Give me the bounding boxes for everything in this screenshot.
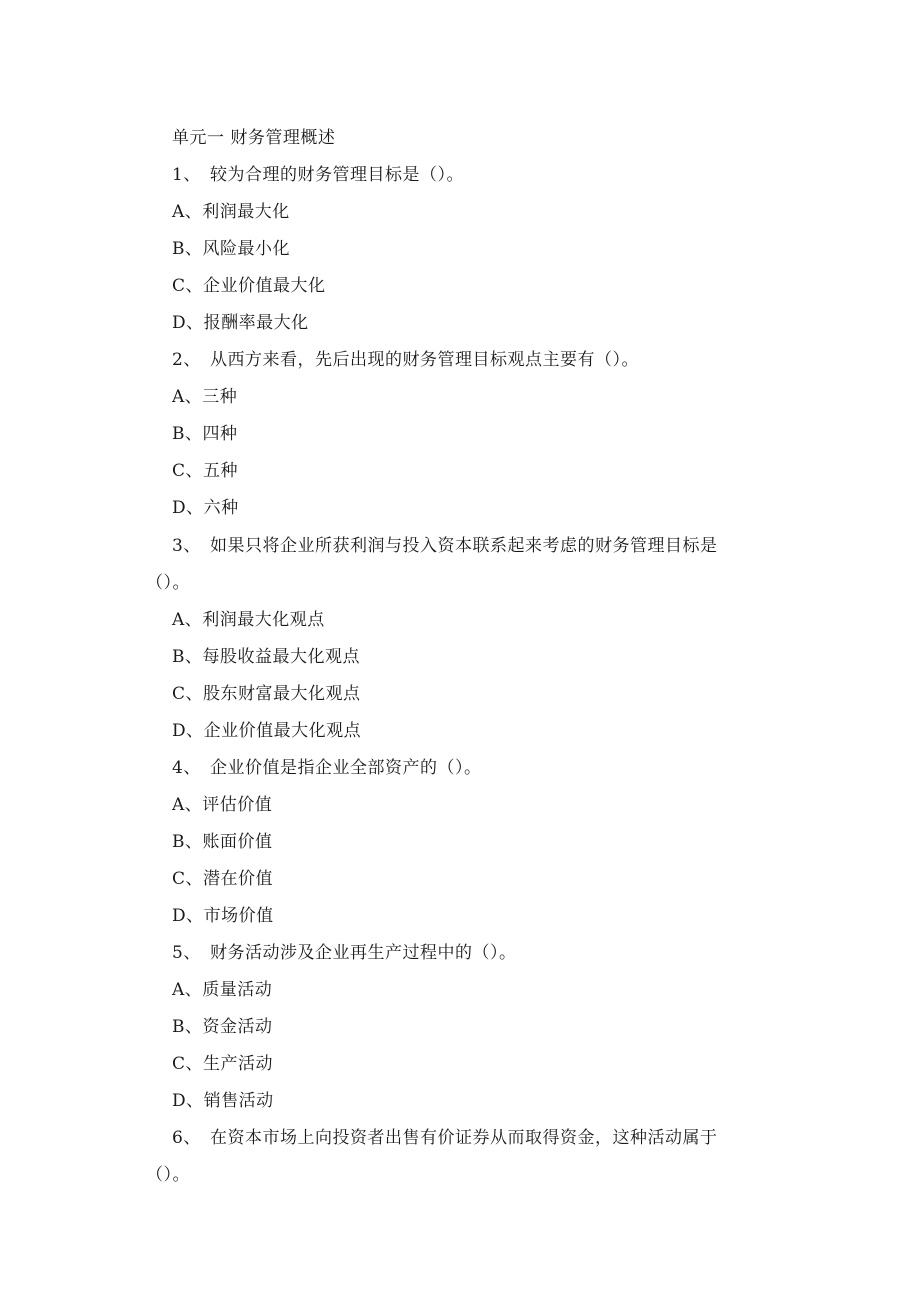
question-number: 5、 [172,943,201,963]
question-1-option-c: C、企业价值最大化 [172,276,326,296]
question-3-stem-continuation: （）。 [146,573,190,593]
question-3-option-b: B、每股收益最大化观点 [172,647,360,667]
question-text: 较为合理的财务管理目标是（）。 [210,165,464,185]
question-3-option-c: C、股东财富最大化观点 [172,684,361,704]
question-2-option-c: C、五种 [172,461,239,481]
question-1-stem [172,164,464,186]
question-text: 从西方来看，先后出现的财务管理目标观点主要有（）。 [210,350,639,370]
question-5-option-c: C、生产活动 [172,1054,274,1074]
question-6-stem-continuation: （）。 [146,1165,190,1185]
question-4-option-a: A、评估价值 [172,795,273,815]
question-1-option-b: B、风险最小化 [172,239,290,259]
question-text: 财务活动涉及企业再生产过程中的（）。 [210,943,517,963]
question-5-option-d: D、销售活动 [172,1091,274,1111]
question-number: 6、 [172,1128,201,1148]
question-2-stem [172,349,639,371]
question-number: 1、 [172,165,201,185]
question-number: 4、 [172,758,201,778]
question-5-stem [172,942,517,964]
question-4-option-c: C、潜在价值 [172,869,274,889]
question-3-option-a: A、利润最大化观点 [172,610,325,630]
question-4-option-b: B、账面价值 [172,832,273,852]
question-2-option-d: D、六种 [172,498,239,518]
question-3-option-d: D、企业价值最大化观点 [172,721,362,741]
question-6-stem [172,1127,718,1149]
question-number: 2、 [172,350,201,370]
question-number: 3、 [172,536,201,556]
question-text: 在资本市场上向投资者出售有价证券从而取得资金，这种活动属于 [210,1128,718,1148]
section-title: 单元一 财务管理概述 [172,128,336,148]
question-text: 企业价值是指企业全部资产的（）。 [210,758,482,778]
question-1-option-d: D、报酬率最大化 [172,313,309,333]
question-4-option-d: D、市场价值 [172,906,274,926]
question-2-option-a: A、三种 [172,387,238,407]
question-3-stem [172,535,718,557]
question-5-option-b: B、资金活动 [172,1017,273,1037]
question-2-option-b: B、四种 [172,424,238,444]
question-5-option-a: A、质量活动 [172,980,273,1000]
question-4-stem [172,757,482,779]
question-1-option-a: A、利润最大化 [172,202,290,222]
question-text: 如果只将企业所获利润与投入资本联系起来考虑的财务管理目标是 [210,536,718,556]
